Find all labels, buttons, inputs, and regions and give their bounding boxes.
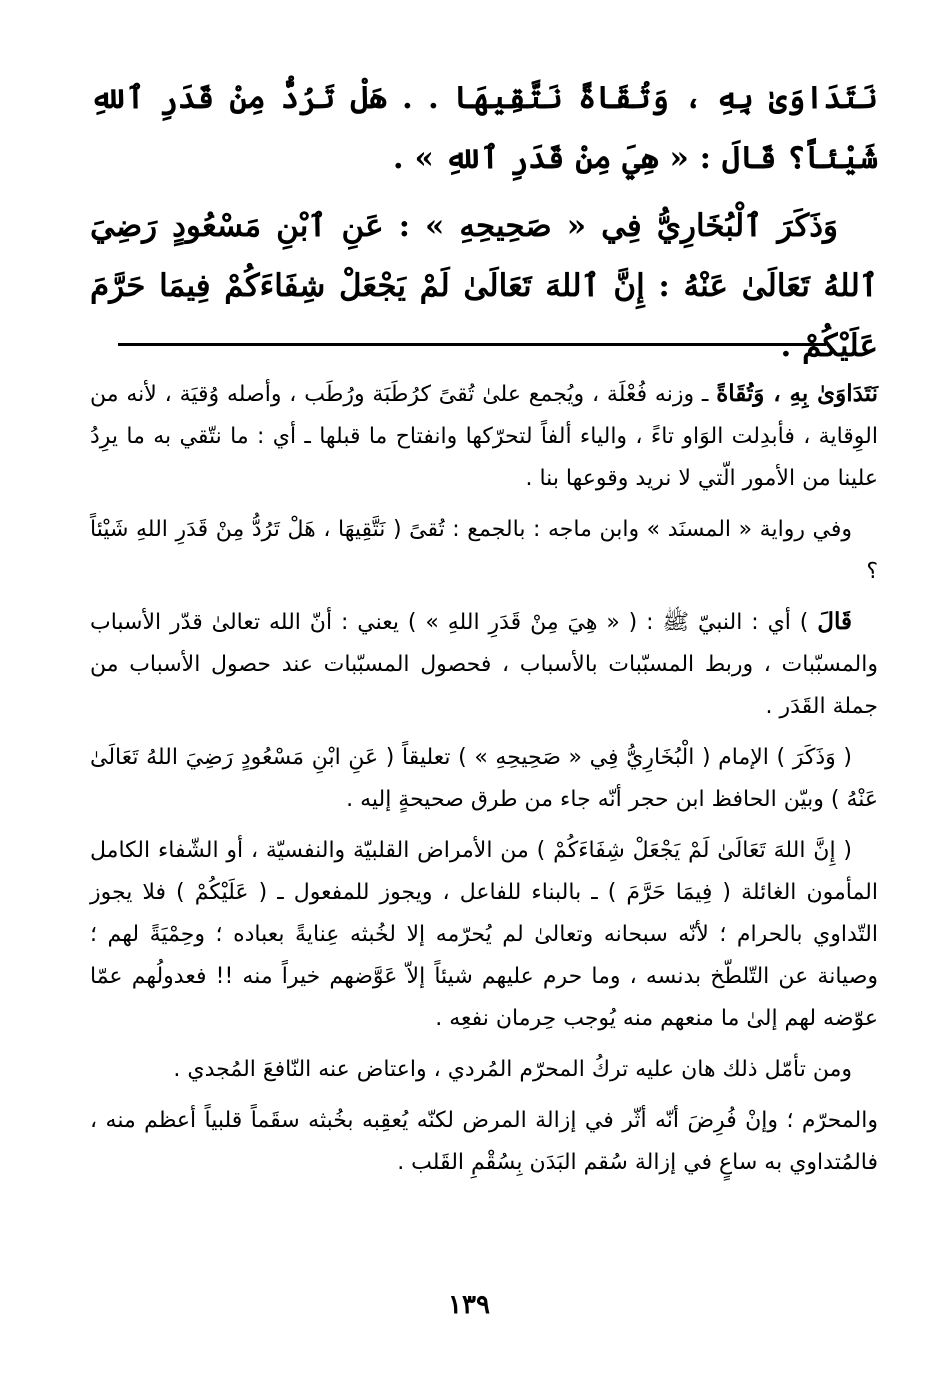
note-text: ) أي : النبيّ ﷺ : ( « هِيَ مِنْ قَدَرِ اللهِ » ) يعني : أنّ الله تعالىٰ قدّر الأسباب والمسبّبات ، وربط المسبّبات بالأسباب ، فحصول المسبّبات عند حصول الأسباب من جملة القَدَر . xyxy=(90,610,878,719)
note-lead: قَالَ xyxy=(817,608,852,635)
footnote-divider xyxy=(118,343,826,346)
note-text: ومن تأمّل ذلك هان عليه تركُ المحرّم المُردي ، واعتاض عنه النّافعَ المُجدي . xyxy=(173,1057,852,1082)
main-paragraph-1: نَتَدَاوَىٰ بِهِ ، وَتُقَاةً نَتَّقِيهَا . . هَلْ تَرُدُّ مِنْ قَدَرِ ٱللهِ شَيْئاً؟ قَالَ : « هِيَ مِنْ قَدَرِ ٱللهِ » . xyxy=(90,80,878,176)
note-text: ( وَذَكَرَ ) الإمام ( الْبُخَارِيُّ فِي « صَحِيحِهِ » ) تعليقاً ( عَنِ ابْنِ مَسْعُودٍ رَضِيَ اللهُ تَعَالَىٰ عَنْهُ ) وبيّن الحافظ ابن حجر أنّه جاء من طرق صحيحةٍ إليه . xyxy=(90,745,878,812)
note-paragraph xyxy=(90,601,878,728)
page-number: ١٣٩ xyxy=(448,1290,490,1320)
note-paragraph xyxy=(90,1048,878,1091)
note-text: وفي رواية « المسنَد » وابن ماجه : بالجمع : تُقىً ( نَتَّقِيهَا ، هَلْ تَرُدُّ مِنْ قَدَرِ اللهِ شَيْئاً ؟ xyxy=(90,517,878,584)
main-paragraph-2: وَذَكَرَ ٱلْبُخَارِيُّ فِي « صَحِيحِهِ » : عَنِ ٱبْنِ مَسْعُودٍ رَضِيَ ٱللهُ تَعَالَىٰ عَنْهُ : إِنَّ ٱللهَ تَعَالَىٰ لَمْ يَجْعَلْ شِفَاءَكُمْ فِيمَا حَرَّمَ عَلَيْكُمْ . xyxy=(90,208,878,364)
note-paragraph xyxy=(90,1099,878,1184)
note-paragraph xyxy=(90,373,878,500)
main-text xyxy=(90,68,878,376)
commentary-section xyxy=(90,373,878,1192)
note-paragraph xyxy=(90,508,878,593)
note-paragraph xyxy=(90,829,878,1040)
note-text: ـ وزنه فُعْلَة ، ويُجمع علىٰ تُقىً كرُطَبَة ورُطَب ، وأصله وُقيَة ، لأنه من الوِقاية ، فأبدِلت الوَاو تاءً ، والياء ألفاً لتحرّكها وانفتاح ما قبلها ـ أي : ما نتّقي به ما يرِدُ علينا من الأمور الّتي لا نريد وقوعها بنا . xyxy=(90,382,878,491)
note-text: ( إِنَّ اللهَ تَعَالَىٰ لَمْ يَجْعَلْ شِفَاءَكُمْ ) من الأمراض القلبيّة والنفسيّة ، أو الشّفاء الكامل المأمون الغائلة ( فِيمَا حَرَّمَ ) ـ بالبناء للفاعل ، ويجوز للمفعول ـ ( عَلَيْكُمْ ) فلا يجوز التّداوي بالحرام ؛ لأنّه سبحانه وتعالىٰ لم يُحرّمه إلا لخُبثه عِنايةً بعباده ؛ وحِمْيَةً لهم ؛ وصيانة عن التّلطّخ بدنسه ، وما حرم عليهم شيئاً إلاّ عَوَّضهم خيراً منه !! فعدولُهم عمّا عوّضه لهم إلىٰ ما منعهم منه يُوجب حِرمان نفعِه . xyxy=(90,838,878,1031)
note-lead: نَتَدَاوَىٰ بِهِ ، وَتُقَاةً xyxy=(716,380,878,407)
note-paragraph xyxy=(90,736,878,821)
note-text: والمحرّم ؛ وإنْ فُرِضَ أنّه أثّر في إزالة المرض لكنّه يُعقِبه بخُبثه سقَماً قلبياً أعظم منه ، فالمُتداوي به ساعٍ في إزالة سُقم البَدَن بِسُقْمِ القَلب . xyxy=(90,1108,878,1175)
